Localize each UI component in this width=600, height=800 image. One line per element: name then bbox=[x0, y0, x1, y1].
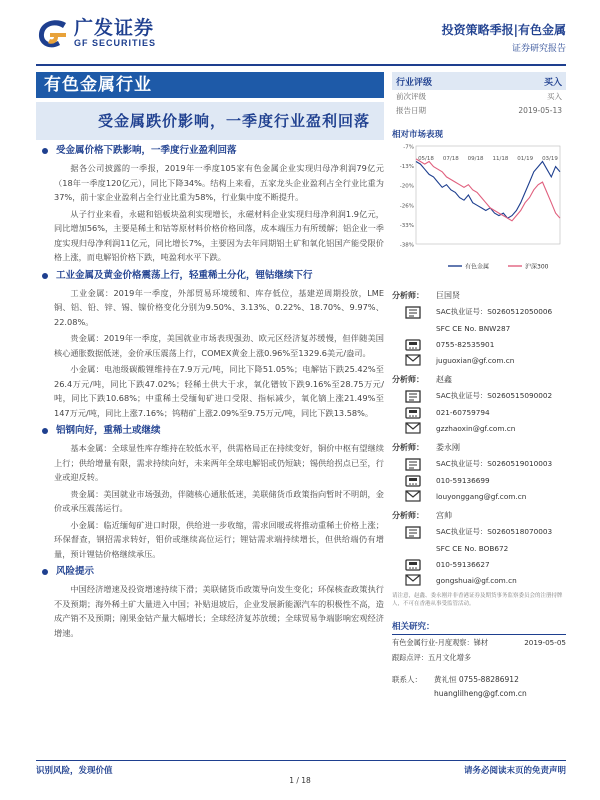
bullet-icon bbox=[42, 148, 48, 154]
email-icon bbox=[404, 421, 422, 435]
x-tick-label: 01/19 bbox=[517, 156, 534, 162]
certificate-icon bbox=[404, 525, 422, 539]
chart-frame bbox=[416, 146, 560, 244]
analyst-sfc-row: SFC CE No. BOB672 bbox=[436, 543, 509, 553]
company-logo bbox=[36, 18, 156, 49]
certificate-icon bbox=[404, 457, 422, 471]
paragraph: 贵金属：美国就业市场强劲，伴随核心通胀低迷，美联储货币政策指向暂时不明朗，金价或承压震荡运行。 bbox=[54, 488, 384, 513]
section bbox=[36, 565, 384, 640]
related-label: 相关研究： bbox=[392, 622, 435, 632]
header-right bbox=[442, 22, 566, 56]
series-line-1 bbox=[416, 159, 560, 221]
sidebar bbox=[392, 72, 566, 701]
analyst-email-row[interactable]: gzzhaoxin@gf.com.cn bbox=[392, 420, 566, 436]
phone-icon bbox=[404, 405, 422, 419]
relative-performance-chart bbox=[392, 140, 566, 280]
x-tick-label: 03/19 bbox=[542, 156, 558, 162]
contact bbox=[392, 673, 566, 701]
industry-title: 有色金属行业 bbox=[36, 72, 384, 98]
prev-rating-row: 前次评级 买入 bbox=[396, 92, 562, 101]
analyst-name-row: 分析师： 赵鑫 bbox=[392, 372, 566, 388]
section bbox=[36, 269, 384, 421]
header-divider bbox=[36, 64, 566, 66]
analyst-phone-row: 010-59136627 bbox=[392, 556, 566, 572]
bullet-icon bbox=[42, 428, 48, 434]
section-heading: 工业金属及黄金价格震荡上行，轻重稀土分化，锂钴继续下行 bbox=[36, 269, 384, 283]
main-content bbox=[36, 144, 384, 644]
report-type: 投资策略季报|有色金属 bbox=[441, 23, 566, 37]
y-tick-label: -26% bbox=[399, 203, 414, 210]
analyst-name-row: 分析师： 宫帅 bbox=[392, 508, 566, 524]
section-heading: 风险提示 bbox=[36, 565, 384, 579]
analyst-card bbox=[392, 288, 566, 368]
section-heading: 受金属价格下跌影响，一季度行业盈利回落 bbox=[36, 144, 384, 158]
phone-icon bbox=[404, 337, 422, 351]
section bbox=[36, 144, 384, 265]
report-date-row: 报告日期 2019-05-13 bbox=[396, 106, 562, 115]
paragraph: 据各公司披露的一季报，2019年一季度105家有色金属企业实现归母净利润79亿元（18年一季度120亿元），同比下降34%。结构上来看，五家龙头企业盈利占全行业比重为37%，前十家企业盈利占全行业比重为58%，行业集中度不断提升。 bbox=[54, 163, 384, 202]
certificate-icon bbox=[404, 389, 422, 403]
rating-label: 行业评级 bbox=[396, 77, 433, 88]
analyst-sac-row: SAC执业证号：S0260512050006 bbox=[392, 304, 566, 320]
certificate-icon bbox=[404, 305, 422, 319]
contact-text: 黄礼恒 0755-88286912 bbox=[434, 675, 519, 684]
y-tick-label: -13% bbox=[399, 164, 414, 171]
footer-divider bbox=[36, 760, 566, 761]
related-item[interactable]: 有色金属行业-月度观察：锑材 2019-05-05 bbox=[392, 638, 566, 647]
phone-icon bbox=[404, 473, 422, 487]
legend-label: 沪深300 bbox=[525, 263, 549, 271]
analyst-sac-row: SAC执业证号：S0260515090002 bbox=[392, 388, 566, 404]
y-tick-label: -20% bbox=[399, 183, 414, 190]
section bbox=[36, 424, 384, 561]
page-number: 1 / 18 bbox=[289, 776, 311, 785]
analyst-email-row[interactable]: gongshuai@gf.com.cn bbox=[392, 572, 566, 588]
x-tick-label: 09/18 bbox=[467, 156, 484, 162]
analyst-card bbox=[392, 372, 566, 436]
email-icon bbox=[404, 573, 422, 587]
analyst-email-row[interactable]: louyonggang@gf.com.cn bbox=[392, 488, 566, 504]
analyst-name: 巨国贤 bbox=[436, 291, 460, 300]
logo-text-en: GF SECURITIES bbox=[74, 38, 157, 48]
bullet-icon bbox=[42, 273, 48, 279]
paragraph: 工业金属：2019年一季度，外部贸易环境缓和、库存低位，基建逆周期投放，LME铜、铝、铅、锌、锡、镍价格变化分别为9.50%、3.13%、0.22%、18.70%、9.97%、22.08%。 bbox=[54, 287, 384, 327]
paragraph: 基本金属：全球显性库存维持在较低水平，供需格局正在持续变好，铜价中枢有望继续上行；供给增量有限，需求持续向好，未来两年全球电解铝或仍短缺；锡供给拐点已至，行业或迎反转。 bbox=[54, 443, 384, 482]
analyst-phone-row: 010-59136699 bbox=[392, 472, 566, 488]
report-subtitle: 证券研究报告 bbox=[511, 44, 566, 54]
legend-label: 有色金属 bbox=[465, 263, 490, 271]
analyst-name: 宫帅 bbox=[436, 511, 452, 520]
analyst-phone-row: 021-60759794 bbox=[392, 404, 566, 420]
contact-email[interactable]: huanglilheng@gf.com.cn bbox=[434, 689, 527, 698]
paragraph: 中国经济增速及投资增速持续下滑；美联储货币政策导向发生变化；环保核查政策执行不及预期；海外稀土矿大量进入中国；补贴退坡后，企业发展新能源汽车的积极性不高，造成产销不及预期；刚果金钴产量大幅增长；全球经济复苏放缓；全球贸易争端影响宏观经济增速。 bbox=[54, 584, 384, 638]
report-headline: 受金属跌价影响，一季度行业盈利回落 bbox=[36, 102, 384, 140]
disclaimer: 请注意，赵鑫、娄永刚并非香港证券及期货事务监察委员会的注册持牌人，不可在香港从事受监管活动。 bbox=[392, 593, 563, 607]
y-tick-label: -38% bbox=[399, 242, 414, 249]
analyst-phone-row: 0755-82535901 bbox=[392, 336, 566, 352]
email-icon bbox=[404, 353, 422, 367]
phone-icon bbox=[404, 557, 422, 571]
section-heading: 铝钢向好，重稀土或继续 bbox=[36, 424, 384, 438]
analyst-sfc-row: SFC CE No. BNW287 bbox=[436, 323, 511, 333]
bullet-icon bbox=[42, 569, 48, 575]
y-tick-label: -7% bbox=[403, 144, 414, 151]
analyst-name: 娄永刚 bbox=[436, 443, 460, 452]
paragraph: 小金属：电池级碳酸锂维持在7.9万元/吨，同比下降51.05%；电解钴下跌25.42%至26.4万元/吨，同比下跌47.02%；轻稀土供大于求，氧化镨钕下跌9.16%至28.75万元/吨，同比下跌10.68%；中重稀土受缅甸矿进口受限、指标减少，氧化镝上涨21.49%至147万元/吨，同比上涨7.16%；钨精矿上涨2.09%至9.75万元/吨，同比下跌13.58%。 bbox=[54, 364, 384, 418]
x-tick-label: 05/18 bbox=[418, 156, 434, 162]
y-tick-label: -33% bbox=[399, 222, 414, 229]
market-label: 相对市场表现 bbox=[392, 130, 444, 140]
logo-text-cn: 广发证券 bbox=[74, 17, 155, 39]
analyst-name-row: 分析师： 娄永刚 bbox=[392, 440, 566, 456]
contact-label: 联系人： bbox=[392, 675, 422, 684]
email-icon bbox=[404, 489, 422, 503]
footer-slogan: 识别风险，发现价值 bbox=[36, 766, 113, 776]
analyst-name-row: 分析师： 巨国贤 bbox=[392, 288, 566, 304]
series-line-0 bbox=[416, 162, 560, 219]
x-tick-label: 11/18 bbox=[492, 156, 509, 162]
x-tick-label: 07/18 bbox=[442, 156, 459, 162]
analyst-card bbox=[392, 508, 566, 588]
analyst-name: 赵鑫 bbox=[436, 375, 452, 384]
footer-disclaimer: 请务必阅读末页的免责声明 bbox=[463, 766, 566, 776]
analyst-email-row[interactable]: juguoxian@gf.com.cn bbox=[392, 352, 566, 368]
rating-value: 买入 bbox=[543, 77, 562, 88]
paragraph: 从子行业来看，永磁和铝板块盈利实现增长，永磁材料企业实现归母净利润1.9亿元，同比增加56%，主要是稀土和钴等原材料价格价格回落，成本端压力有所缓解；铝企业一季度实现归母净利润11亿元，同比增长7%，主要因为去年同期铝土矿和氧化铝国产能受限价格上涨，而电解铝价格下跌，吨盈利水平下跌。 bbox=[54, 208, 384, 262]
related-item[interactable]: 跟踪点评：五月文化增多 bbox=[392, 653, 472, 662]
paragraph: 贵金属：2019年一季度，美国就业市场表现强劲、欧元区经济复苏缓慢，但伴随美国核心通胀数据低迷，金价承压震荡上行，COMEX黄金上涨0.96%至1329.6美元/盎司。 bbox=[54, 333, 384, 358]
gf-logo-icon bbox=[36, 19, 70, 49]
rating-bar bbox=[392, 72, 566, 90]
analyst-sac-row: SAC执业证号：S0260518070003 bbox=[392, 524, 566, 540]
analyst-card bbox=[392, 440, 566, 504]
analyst-sac-row: SAC执业证号：S0260519010003 bbox=[392, 456, 566, 472]
paragraph: 小金属：临近缅甸矿进口时限，供给进一步收缩，需求回暖或将推动重稀土价格上涨；环保督查，钢招需求转好，钼价或继续高位运行；锂钴需求端持续增长，但供给端仍有增量，预计锂钴价格继续承压。 bbox=[54, 519, 384, 559]
analyst-list bbox=[392, 288, 566, 588]
